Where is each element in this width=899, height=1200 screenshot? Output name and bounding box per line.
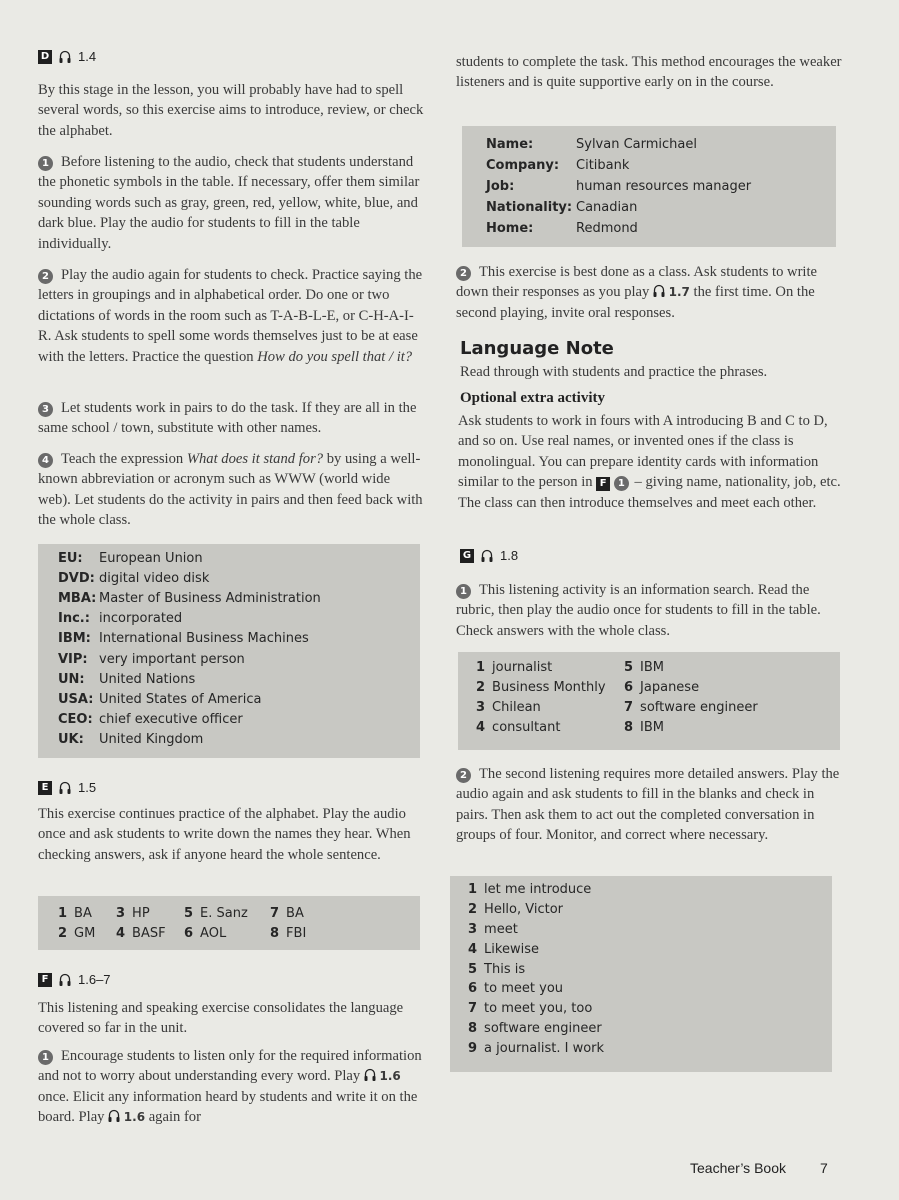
answer-text: Hello, Victor <box>484 902 564 918</box>
answer-cell <box>270 923 330 943</box>
answer-cell <box>624 697 784 717</box>
abbreviation-meaning: United States of America <box>99 691 262 707</box>
answer-number: 4 <box>468 941 478 957</box>
item-number-ref: 1 <box>614 476 629 491</box>
track-ref: 1.6 <box>379 1069 401 1084</box>
section-d-badge: D <box>38 50 52 64</box>
identity-card-box <box>462 126 836 247</box>
section-d-item-2: 2 Play the audio again for students to check. Practice saying the letters in groupings and in alphabetical order. Do one or two dictations of words in the room such as T-A-B-L-E, or C-H-A-I-R. Ask students to spell some words themselves just to be at ease with the letters. Practice the question How do you spell that / it? <box>38 267 423 365</box>
answer-number: 8 <box>468 1020 478 1036</box>
answer-number: 5 <box>624 659 634 675</box>
answer-number: 6 <box>468 981 478 997</box>
answer-number: 1 <box>468 882 478 898</box>
answer-cell <box>476 697 624 717</box>
abbreviations-box <box>38 544 420 758</box>
answer-text: software engineer <box>484 1020 602 1036</box>
section-e-track: 1.5 <box>78 780 97 795</box>
footer-book-title: Teacher’s Book <box>690 1160 786 1176</box>
color-words: gray, green, red, yellow, white, blue, and dark blue <box>38 194 418 232</box>
answer-number: 2 <box>476 679 486 695</box>
answer-text: BA <box>74 905 92 921</box>
answer-text: BASF <box>132 925 166 941</box>
answer-cell <box>468 999 832 1019</box>
track-ref: 1.7 <box>668 285 690 300</box>
answer-text: to meet you <box>484 981 564 997</box>
abbreviation-row <box>58 588 420 608</box>
answer-text: AOL <box>200 925 227 941</box>
answer-text: IBM <box>640 659 665 675</box>
item-number-1: 1 <box>456 584 471 599</box>
answer-number: 1 <box>476 659 486 675</box>
abbreviation-term: UN: <box>58 671 85 687</box>
headphones-icon <box>481 549 493 563</box>
section-g-answers-2 <box>468 880 832 1058</box>
answer-cell <box>184 923 270 943</box>
headphones-icon <box>364 1068 376 1082</box>
section-f-ref-badge: F <box>596 477 610 491</box>
answer-cell <box>468 880 832 900</box>
section-f-track: 1.6–7 <box>78 972 111 987</box>
identity-row <box>486 176 836 197</box>
answer-number: 7 <box>624 699 634 715</box>
abbreviation-row <box>58 669 420 689</box>
item-number-1: 1 <box>38 1050 53 1065</box>
answer-number: 6 <box>184 925 194 941</box>
abbreviation-term: EU: <box>58 550 83 566</box>
language-note-text: Read through with students and practice the phrases. <box>460 364 768 380</box>
answer-cell <box>468 979 832 999</box>
answer-number: 3 <box>468 921 478 937</box>
identity-field-value: human resources manager <box>576 179 752 194</box>
section-f-item-1: 1 Encourage students to listen only for the required information and not to worry about understanding every word. Play 1.6 once. Elicit any information heard by students and write it on the board. Play 1.6 again for <box>38 1048 422 1126</box>
item-number-1: 1 <box>38 156 53 171</box>
section-g-item-2: 2 The second listening requires more detailed answers. Play the audio again and ask students to fill in the blanks and check in pairs. Then ask them to act out the completed conversation in groups of four. Monitor, and correct where necessary. <box>456 766 840 844</box>
headphones-icon <box>108 1109 120 1123</box>
abbreviation-row <box>58 730 420 750</box>
item-number-2: 2 <box>456 266 471 281</box>
answer-text: Chilean <box>492 699 541 715</box>
headphones-icon <box>59 781 71 795</box>
abbreviation-term: UK: <box>58 732 84 748</box>
answer-number: 9 <box>468 1040 478 1056</box>
answer-text: consultant <box>492 719 561 735</box>
answer-text: a journalist. I work <box>484 1040 605 1056</box>
answer-text: HP <box>132 905 150 921</box>
answer-text: This is <box>484 961 526 977</box>
track-ref: 1.6 <box>123 1110 146 1125</box>
answer-number: 8 <box>270 925 280 941</box>
answer-cell <box>468 939 832 959</box>
identity-row <box>486 218 836 239</box>
identity-field-value: Citibank <box>576 158 630 173</box>
section-g-answers-1 <box>476 657 840 737</box>
answer-number: 3 <box>476 699 486 715</box>
answer-number: 4 <box>116 925 126 941</box>
section-g-header <box>460 548 518 563</box>
identity-field-label: Job: <box>486 179 515 194</box>
answer-text: let me introduce <box>484 882 592 898</box>
optional-activity-title: Optional extra activity <box>460 390 605 406</box>
item-number-2: 2 <box>38 269 53 284</box>
answer-number: 5 <box>468 961 478 977</box>
identity-field-label: Company: <box>486 158 560 173</box>
abbreviation-row <box>58 629 420 649</box>
answer-text: GM <box>74 925 96 941</box>
section-f-badge: F <box>38 973 52 987</box>
answer-text: Japanese <box>640 679 700 695</box>
section-g-item-1: 1 This listening activity is an information search. Read the rubric, then play the audio once for students to fill in the table. Check answers with the whole class. <box>456 582 821 639</box>
identity-field-value: Canadian <box>576 200 638 215</box>
answer-number: 7 <box>270 905 280 921</box>
answer-cell <box>58 923 116 943</box>
answer-number: 2 <box>58 925 68 941</box>
answer-number: 1 <box>58 905 68 921</box>
answer-text: BA <box>286 905 304 921</box>
identity-row <box>486 197 836 218</box>
language-note-title: Language Note <box>460 338 614 359</box>
answer-cell <box>116 923 184 943</box>
section-g-answers-box-2 <box>450 876 832 1072</box>
identity-card <box>486 134 836 239</box>
answer-cell <box>624 717 784 737</box>
abbreviation-meaning: European Union <box>99 550 203 566</box>
answer-cell <box>468 1019 832 1039</box>
abbreviation-term: USA: <box>58 691 94 707</box>
headphones-icon <box>59 50 71 64</box>
abbreviation-term: Inc.: <box>58 611 90 627</box>
abbreviation-row <box>58 710 420 730</box>
abbreviations-list <box>58 548 420 750</box>
section-d-track: 1.4 <box>78 49 97 64</box>
answer-text: E. Sanz <box>200 905 248 921</box>
answer-cell <box>116 903 184 923</box>
abbreviation-meaning: digital video disk <box>99 570 210 586</box>
identity-field-value: Redmond <box>576 221 638 236</box>
section-f-header <box>38 972 111 987</box>
section-d-item-3: 3 Let students work in pairs to do the task. If they are all in the same school / town, substitute with other names. <box>38 400 417 437</box>
abbreviation-meaning: United Kingdom <box>99 732 204 748</box>
item-number-4: 4 <box>38 453 53 468</box>
answer-number: 6 <box>624 679 634 695</box>
answer-number: 3 <box>116 905 126 921</box>
abbreviation-term: IBM: <box>58 631 91 647</box>
page-number: 7 <box>820 1160 828 1176</box>
abbreviation-row <box>58 568 420 588</box>
optional-activity-text: Ask students to work in fours with A introducing B and C to D, and so on. Use real names, or invented ones if the class is monolingual. You can prepare identity cards with information similar to the person in F 1 – giving name, nationality, job, etc. The class can then introduce themselves and meet each other. <box>458 413 841 511</box>
answer-cell <box>270 903 330 923</box>
answer-text: Likewise <box>484 941 539 957</box>
abbreviation-row <box>58 609 420 629</box>
answer-text: IBM <box>640 719 665 735</box>
section-d-intro: By this stage in the lesson, you will probably have had to spell several words, so this exercise aims to introduce, review, or check the alphabet. <box>38 82 424 139</box>
answer-cell <box>624 657 784 677</box>
abbreviation-row <box>58 548 420 568</box>
answer-number: 4 <box>476 719 486 735</box>
answer-cell <box>58 903 116 923</box>
abbreviation-meaning: Master of Business Administration <box>99 590 321 606</box>
section-d-header <box>38 49 96 64</box>
abbreviation-meaning: chief executive officer <box>99 712 243 728</box>
section-e-header <box>38 780 96 795</box>
answer-cell <box>476 657 624 677</box>
section-e-answers-box <box>38 896 420 950</box>
identity-field-label: Name: <box>486 137 534 152</box>
abbreviation-meaning: United Nations <box>99 671 196 687</box>
identity-field-label: Nationality: <box>486 200 573 215</box>
spell-question: How do you spell that / it? <box>257 348 413 365</box>
identity-field-value: Sylvan Carmichael <box>576 137 697 152</box>
answer-text: meet <box>484 921 518 937</box>
section-g-badge: G <box>460 549 474 563</box>
answer-number: 7 <box>468 1001 478 1017</box>
answer-cell <box>468 920 832 940</box>
identity-field-label: Home: <box>486 221 534 236</box>
answer-number: 8 <box>624 719 634 735</box>
answer-cell <box>468 959 832 979</box>
abbreviation-term: CEO: <box>58 712 93 728</box>
headphones-icon <box>59 973 71 987</box>
answer-number: 2 <box>468 902 478 918</box>
answer-text: FBI <box>286 925 307 941</box>
answer-text: Business Monthly <box>492 679 606 695</box>
answer-cell <box>468 900 832 920</box>
answer-cell <box>476 717 624 737</box>
answer-number: 5 <box>184 905 194 921</box>
answer-text: software engineer <box>640 699 758 715</box>
abbreviation-row <box>58 689 420 709</box>
abbreviation-meaning: very important person <box>99 651 245 667</box>
item-number-2: 2 <box>456 768 471 783</box>
section-e-intro: This exercise continues practice of the alphabet. Play the audio once and ask students to write down the names they hear. When checking answers, ask if anyone heard the whole sentence. <box>38 806 411 863</box>
answer-cell <box>476 677 624 697</box>
abbreviation-meaning: International Business Machines <box>99 631 309 647</box>
section-e-answers <box>58 903 420 943</box>
item-number-3: 3 <box>38 402 53 417</box>
abbreviation-meaning: incorporated <box>99 611 183 627</box>
headphones-icon <box>653 284 665 298</box>
identity-row <box>486 134 836 155</box>
answer-text: to meet you, too <box>484 1001 593 1017</box>
answer-cell <box>468 1038 832 1058</box>
abbreviation-term: VIP: <box>58 651 88 667</box>
section-g-answers-box-1 <box>458 652 840 750</box>
section-f-intro: This listening and speaking exercise consolidates the language covered so far in the unit. <box>38 1000 404 1037</box>
abbreviation-row <box>58 649 420 669</box>
answer-cell <box>624 677 784 697</box>
section-f-item-2: 2 This exercise is best done as a class. Ask students to write down their responses as you play 1.7 the first time. On the second playing, invite oral responses. <box>456 264 818 321</box>
identity-row <box>486 155 836 176</box>
abbreviation-term: MBA: <box>58 590 97 606</box>
answer-text: journalist <box>492 659 553 675</box>
section-e-badge: E <box>38 781 52 795</box>
section-f-continuation: students to complete the task. This method encourages the weaker listeners and is quite supportive early on in the course. <box>456 54 842 91</box>
answer-cell <box>184 903 270 923</box>
section-d-item-4: 4 Teach the expression What does it stand for? by using a well-known abbreviation or acronym such as WWW (world wide web). Let students do the activity in pairs and then feed back with the whole class. <box>38 451 423 529</box>
section-d-item-1: 1 Before listening to the audio, check that students understand the phonetic symbols in the table. If necessary, offer them similar sounding words such as gray, green, red, yellow, white, blue, and dark blue. Play the audio for students to fill in the table individually. <box>38 154 420 252</box>
abbreviation-term: DVD: <box>58 570 95 586</box>
stand-for-question: What does it stand for? <box>186 451 324 467</box>
section-g-track: 1.8 <box>500 548 519 563</box>
